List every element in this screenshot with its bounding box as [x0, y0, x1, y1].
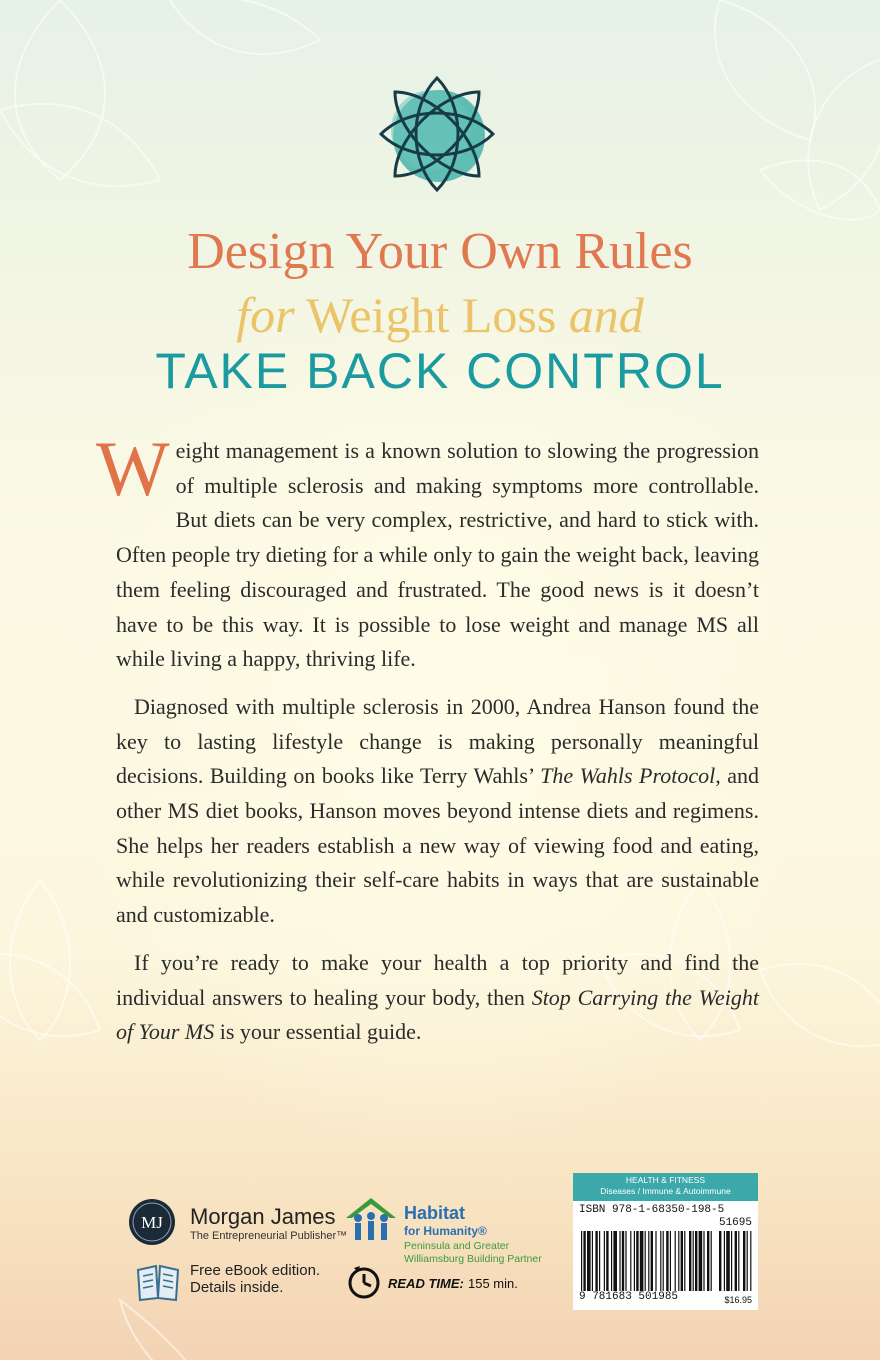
- barcode-bars: [573, 1173, 758, 1310]
- title-line-2: [0, 286, 880, 344]
- barcode-bar: [595, 1231, 597, 1291]
- barcode-bar: [681, 1231, 683, 1291]
- blurb-paragraph-3-text-b: is your essential guide.: [214, 1019, 422, 1045]
- barcode-bar: [707, 1231, 709, 1291]
- blurb-paragraph-3: [116, 946, 759, 1050]
- title-line-2-and: and: [568, 287, 644, 343]
- blurb-paragraph-2-text-b: , and other MS diet books, Hanson moves beyond intense diets and regimens. She helps her readers establish a new way of viewing food and eating, while revolutionizing their self-care habits in ways that are sustainable and customizable.: [116, 763, 759, 928]
- barcode-bar: [655, 1231, 656, 1291]
- ebook-line-1: Free eBook edition.: [190, 1262, 321, 1279]
- barcode-bar: [684, 1231, 685, 1291]
- barcode-bar: [619, 1231, 620, 1291]
- blurb-paragraph-2: [116, 690, 759, 933]
- barcode-block: [573, 1173, 758, 1310]
- read-time-label: READ TIME:: [388, 1276, 464, 1291]
- habitat-house-icon: [342, 1194, 400, 1244]
- barcode-bar: [599, 1231, 600, 1291]
- barcode-bar: [724, 1231, 725, 1291]
- barcode-bar: [711, 1231, 712, 1291]
- barcode-bar: [703, 1231, 704, 1291]
- blurb-paragraph-2-text-a: Diagnosed with multiple sclerosis in 2000, Andrea Hanson found the key to lasting lifestyle change is making personally meaningful decisions. Building on books like Terry Wahls’: [116, 693, 759, 789]
- barcode-bar: [622, 1231, 624, 1291]
- barcode-bar: [583, 1231, 585, 1291]
- publisher-name: Morgan James: [190, 1204, 336, 1229]
- book-title-stop-carrying: Stop Carrying the Weight of Your MS: [116, 984, 759, 1045]
- ebook-icon: [134, 1260, 182, 1304]
- subcategory: Diseases / Immune & Autoimmune: [600, 1186, 731, 1196]
- barcode-bar: [670, 1231, 671, 1291]
- barcode-bar: [663, 1231, 664, 1291]
- barcode-bar: [581, 1231, 582, 1291]
- barcode-bar: [604, 1231, 605, 1291]
- title-line-3: TAKE BACK CONTROL: [155, 343, 725, 399]
- ebook-offer: [190, 1262, 350, 1296]
- barcode-bar: [750, 1231, 751, 1291]
- barcode-bar: [636, 1231, 638, 1291]
- drop-cap: W: [96, 425, 170, 512]
- habitat-partner-line-2: Williamsburg Building Partner: [404, 1253, 542, 1265]
- blurb: [96, 425, 759, 1063]
- price: $16.95: [724, 1295, 752, 1305]
- read-time-value: 155 min.: [468, 1276, 518, 1291]
- clock-icon: [346, 1264, 382, 1300]
- barcode-bar: [726, 1231, 730, 1291]
- barcode-bar: [678, 1231, 679, 1291]
- barcode-bar: [695, 1231, 697, 1291]
- barcode-bar: [747, 1231, 748, 1291]
- barcode-bar: [645, 1231, 646, 1291]
- barcode-bar: [719, 1231, 721, 1291]
- habitat-partner-line-1: Peninsula and Greater: [404, 1240, 510, 1252]
- barcode-bar: [648, 1231, 649, 1291]
- flower-emblem-icon: [375, 72, 500, 197]
- barcode-bar: [625, 1231, 626, 1291]
- barcode-bar: [743, 1231, 745, 1291]
- barcode-bar: [693, 1231, 694, 1291]
- isbn: ISBN 978-1-68350-198-5: [579, 1204, 725, 1216]
- mj-mark: MJ: [141, 1213, 163, 1232]
- blurb-paragraph-1-text: eight management is a known solution to slowing the progression of multiple sclerosis and making symptoms more controllable. But diets can be very complex, restrictive, and hard to stick with. Often people try dieting for a while only to gain the weight back, leaving them feeling discouraged and frustrated. The good news is it doesn’t have to be this way. It is possible to lose weight and manage MS all while living a happy, thriving life.: [116, 438, 759, 672]
- blurb-paragraph-3-text-a: If you’re ready to make your health a top priority and find the individual answers to healing your body, then: [116, 949, 759, 1010]
- title-line-2-for: for: [236, 287, 295, 343]
- title-line-2-main: Weight Loss: [306, 287, 557, 343]
- blurb-paragraph-1: [96, 425, 759, 677]
- barcode-bar: [675, 1231, 676, 1291]
- book-title-wahls: The Wahls Protocol: [540, 763, 716, 789]
- barcode-bar: [731, 1231, 732, 1291]
- barcode-bar: [689, 1231, 691, 1291]
- barcode-bar: [587, 1231, 591, 1291]
- barcode-bar: [651, 1231, 653, 1291]
- barcode-bar: [634, 1231, 635, 1291]
- barcode-bar: [640, 1231, 644, 1291]
- barcode-bar: [606, 1231, 608, 1291]
- habitat-name: Habitat: [404, 1203, 466, 1223]
- barcode-bar: [611, 1231, 612, 1291]
- category: HEALTH & FITNESS: [625, 1175, 706, 1185]
- barcode-bar: [666, 1231, 668, 1291]
- publisher-tagline: The Entrepreneurial Publisher™: [190, 1230, 348, 1242]
- title-line-1: Design Your Own Rules: [187, 223, 693, 280]
- morgan-james-logo: [128, 1198, 176, 1246]
- barcode-bar: [699, 1231, 703, 1291]
- barcode-bar: [630, 1231, 631, 1291]
- habitat-sub: for Humanity®: [404, 1224, 487, 1238]
- price-code: 51695: [718, 1217, 752, 1229]
- barcode-number: 9 781683 501985: [579, 1291, 679, 1303]
- barcode-bar: [660, 1231, 661, 1291]
- barcode-bar: [592, 1231, 593, 1291]
- ebook-line-2: Details inside.: [190, 1279, 284, 1296]
- barcode-bar: [613, 1231, 617, 1291]
- barcode-bar: [735, 1231, 737, 1291]
- barcode-bar: [738, 1231, 739, 1291]
